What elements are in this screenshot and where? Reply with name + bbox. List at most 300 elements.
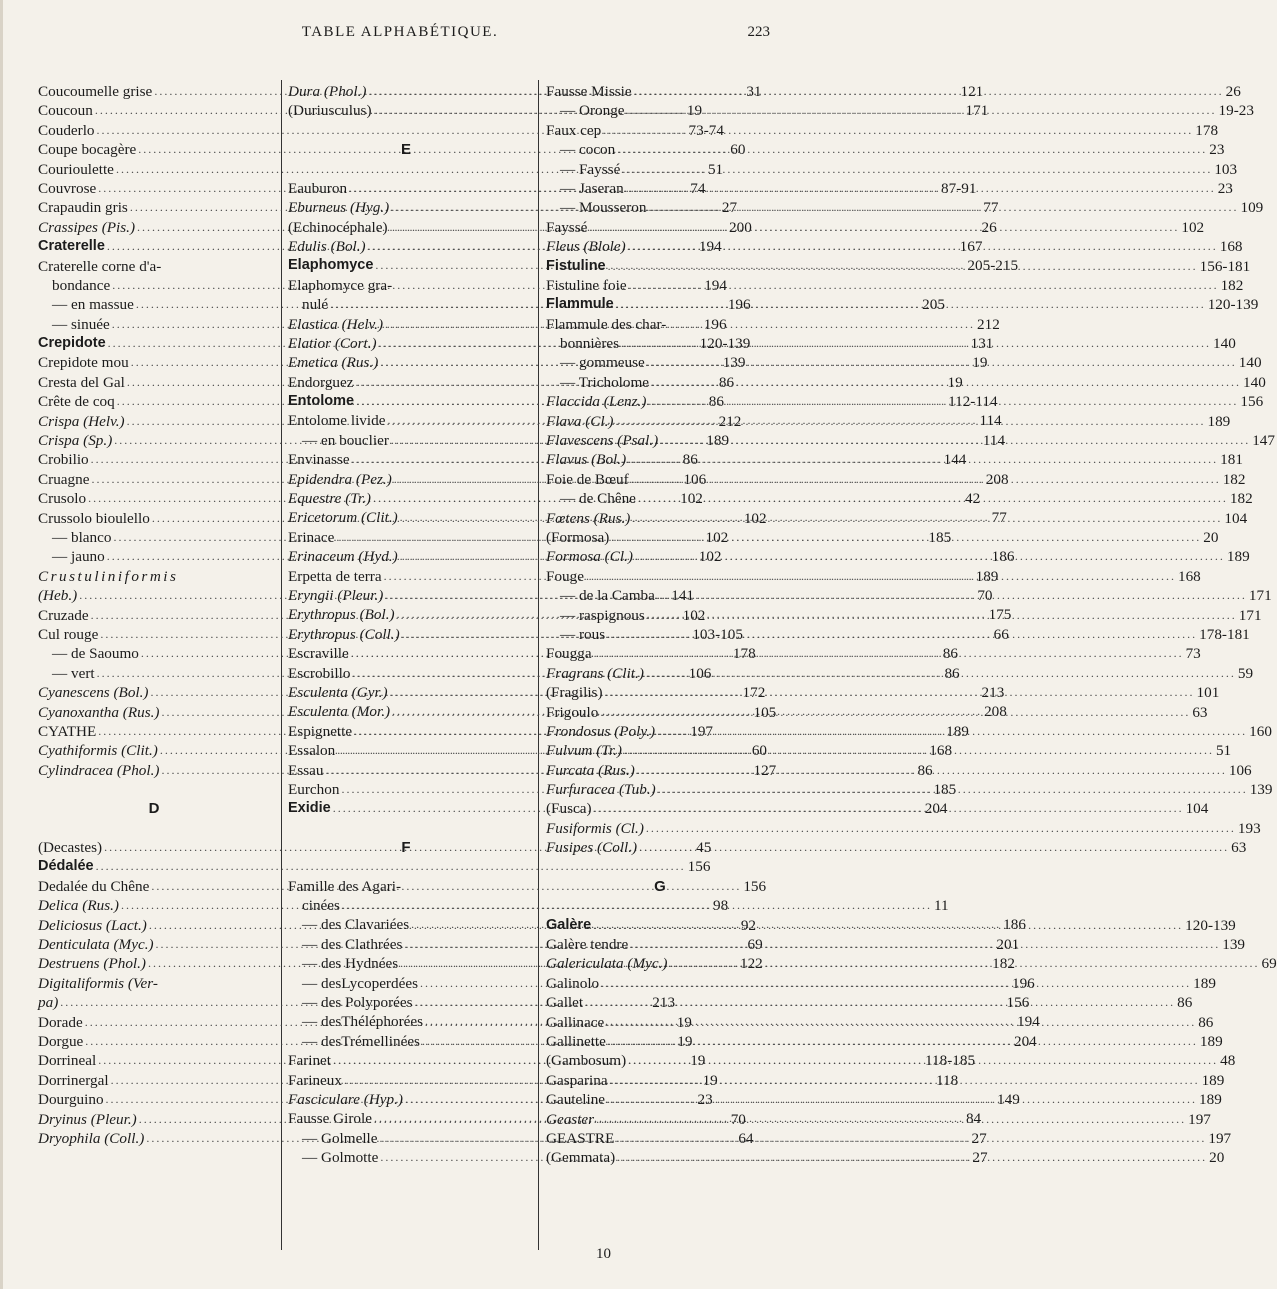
entry-name: — Fayssé (560, 160, 621, 178)
entry-page: 106 (1228, 761, 1252, 779)
dot-leader (622, 160, 1212, 179)
entry-page: 92 (740, 916, 757, 934)
entry-page: 101 (1196, 684, 1220, 702)
entry-page: 20 (1209, 1149, 1225, 1167)
dot-leader (593, 916, 1183, 935)
entry-name: (Formosa) (546, 528, 610, 546)
index-entry (38, 857, 711, 876)
entry-name: Courioulette (38, 160, 114, 178)
entry-page: 197 (690, 722, 713, 740)
entry-page: 102 (1181, 218, 1205, 236)
entry-page: 86 (917, 761, 933, 779)
entry-page: 118 (936, 1071, 959, 1089)
entry-page: 103 (1214, 160, 1238, 178)
entry-name: Dedalée du Chêne (38, 877, 150, 895)
entry-name: Geaster (546, 1110, 595, 1128)
entry-page: 197 (1188, 1110, 1211, 1128)
dot-leader (621, 334, 1211, 353)
dot-leader (639, 838, 1229, 857)
entry-name: Flaccida (Lenz.) (546, 393, 647, 411)
entry-name: Crusolo (38, 490, 87, 508)
entry-page: 86 (718, 373, 735, 391)
entry-name: Fausse Missie (546, 83, 632, 100)
entry-page: 114 (979, 412, 1002, 430)
dot-leader (617, 140, 1207, 159)
entry-name: Eburneus (Hyg.) (288, 199, 390, 217)
entry-name: — jauno (52, 548, 105, 566)
entry-page: 26 (1225, 83, 1241, 100)
dot-leader (646, 819, 1236, 838)
entry-page: 63 (1231, 839, 1247, 857)
entry-name: — de la Camba (560, 587, 655, 605)
entry-page: 77 (983, 199, 999, 217)
entry-name: Erythropus (Bol.) (288, 606, 395, 624)
dot-leader (594, 644, 1184, 663)
dot-leader (394, 276, 522, 295)
entry-name: Denticulata (Myc.) (38, 936, 154, 954)
entry-name: (Heb.) (38, 587, 78, 605)
dot-leader (624, 741, 1214, 760)
entry-name: pa) (38, 994, 59, 1012)
dot-leader (607, 625, 1197, 644)
entry-page: 139 (722, 354, 746, 372)
index-entry (38, 257, 270, 276)
entry-name: (Echinocéphale) (288, 218, 388, 236)
entry-name: Dura (Phol.) (288, 83, 367, 100)
entry-page: 189 (1199, 1032, 1223, 1050)
index-entry (546, 838, 1247, 857)
entry-name: — de Chêne (560, 490, 636, 508)
entry-name: — raspignous (560, 606, 645, 624)
entry-page: 66 (993, 625, 1009, 643)
dot-leader (603, 121, 1193, 140)
entry-page: 182 (1220, 276, 1244, 294)
entry-page: 109 (1240, 199, 1264, 217)
entry-page: 19 (702, 1071, 718, 1089)
dot-leader (163, 257, 268, 276)
dot-leader (403, 877, 522, 896)
entry-page: 156 (687, 858, 711, 876)
entry-page: 189 (706, 432, 730, 450)
entry-page: 64 (738, 1129, 754, 1147)
dot-leader (632, 509, 1222, 528)
entry-name: Crassipes (Pis.) (38, 218, 136, 236)
dot-leader (160, 974, 268, 993)
entry-page: 45 (696, 839, 712, 857)
index-entry (546, 819, 1261, 838)
entry-name: — Golmotte (302, 1149, 379, 1167)
entry-page: 140 (1243, 373, 1266, 391)
entry-name: Fouge (546, 567, 584, 585)
entry-name: — des Clathrées (302, 935, 403, 953)
entry-name: Fragrans (Clit.) (546, 664, 644, 682)
dot-leader (611, 528, 1201, 547)
entry-name: Furfuracea (Tub.) (546, 781, 656, 799)
entry-page: 127 (753, 761, 777, 779)
entry-page: 196 (703, 315, 727, 333)
entry-page: 48 (1220, 1052, 1236, 1070)
entry-page: 27 (721, 199, 738, 217)
dot-leader (657, 722, 1247, 741)
entry-page: 156 (743, 877, 767, 895)
entry-name: — rous (560, 625, 606, 643)
entry-page: 51 (707, 160, 724, 178)
entry-page: 185 (933, 780, 957, 798)
entry-page: 122 (739, 955, 763, 973)
entry-page: 156 (1240, 393, 1264, 411)
entry-page: 186 (991, 548, 1015, 566)
entry-name: Dédalée (38, 858, 94, 875)
entry-name: Flammule des char- (546, 315, 667, 333)
entry-page: 189 (1201, 1071, 1225, 1089)
entry-name: Farinet (288, 1052, 332, 1070)
entry-page: 27 (972, 1149, 988, 1167)
entry-name: Crispa (Helv.) (38, 412, 125, 430)
entry-name: Equestre (Tr.) (288, 490, 371, 508)
entry-page: 69 (1261, 955, 1277, 973)
entry-page: 19 (972, 354, 988, 372)
entry-name: — Tricholome (560, 373, 650, 391)
entry-name: Cruzade (38, 606, 89, 624)
entry-name: Cyanoxantha (Rus.) (38, 703, 160, 721)
entry-name: Edulis (Bol.) (288, 237, 366, 255)
entry-name: Crobilio (38, 451, 89, 469)
entry-name: Elatior (Cort.) (288, 334, 377, 352)
entry-page: 178-181 (1199, 625, 1250, 643)
entry-page: 140 (1213, 335, 1236, 353)
entry-name: Dorrineal (38, 1052, 97, 1070)
entry-page: 182 (992, 955, 1015, 973)
entry-name: Craterelle corne d'a- (38, 257, 162, 275)
entry-page: 86 (944, 664, 960, 682)
entry-name: Coucoun (38, 102, 93, 120)
entry-name: Crussolo bioulello (38, 509, 150, 527)
entry-name: — en bouclier (302, 431, 389, 449)
dot-leader (628, 237, 1218, 256)
entry-page: 208 (985, 470, 1009, 488)
index-entry (546, 140, 1225, 159)
entry-page: 103-105 (692, 625, 743, 643)
entry-name: Esculenta (Gyr.) (288, 683, 388, 701)
entry-page: 19 (947, 373, 963, 391)
entry-page: 19-23 (1218, 102, 1254, 120)
entry-name: bonnières (560, 335, 620, 353)
entry-name: Fœtens (Rus.) (546, 509, 631, 527)
entry-name: Essau (288, 761, 324, 779)
entry-name: — de Saoumo (52, 645, 139, 663)
dot-leader (660, 431, 1250, 450)
dot-leader (648, 198, 1238, 217)
entry-name: Cyanescens (Bol.) (38, 684, 149, 702)
dot-leader (628, 450, 1218, 469)
entry-page: 102 (698, 548, 722, 566)
index-entry (546, 121, 1219, 140)
dot-leader (646, 664, 1236, 683)
entry-name: — vert (52, 664, 95, 682)
entry-page: 144 (943, 451, 967, 469)
entry-page: 19 (677, 1032, 693, 1050)
entry-name: Erythropus (Coll.) (288, 625, 400, 643)
dot-leader (628, 1051, 1218, 1070)
entry-name: — sinuée (52, 315, 110, 333)
entry-name: Dryinus (Pleur.) (38, 1110, 137, 1128)
entry-page: 171 (1248, 587, 1272, 605)
dot-leader (616, 1129, 1206, 1148)
dot-leader (651, 373, 1241, 392)
dot-leader (634, 82, 1224, 101)
entry-page: 112-114 (948, 393, 998, 411)
entry-name: — Oronge (560, 102, 625, 120)
entry-name: Dorrinergal (38, 1071, 109, 1089)
entry-name: Formosa (Cl.) (546, 548, 633, 566)
entry-name: Fusiformis (Cl.) (546, 819, 644, 837)
dot-leader (630, 935, 1220, 954)
entry-name: (Gemmata) (546, 1149, 616, 1167)
entry-name: (Decastes) (38, 839, 103, 857)
entry-page: 140 (1238, 354, 1262, 372)
entry-page: 201 (996, 935, 1020, 953)
entry-page: 51 (1215, 742, 1232, 760)
entry-name: Coucoumelle grise (38, 83, 153, 100)
entry-name: Destruens (Phol.) (38, 955, 146, 973)
entry-page: 168 (1219, 238, 1243, 256)
entry-page: 86 (942, 645, 958, 663)
entry-page: 139 (1222, 936, 1245, 954)
dot-leader (596, 1110, 1186, 1129)
entry-name: (Duriusculus) (288, 102, 372, 120)
entry-name: — des Hydnées (302, 955, 399, 973)
entry-name: — cocon (560, 141, 616, 159)
entry-page: 23 (1217, 179, 1233, 197)
entry-name: Elaphomyce (288, 257, 374, 274)
entry-name: Gasparina (546, 1071, 608, 1089)
entry-page: 84 (965, 1110, 982, 1128)
entry-page: 189 (1199, 1091, 1222, 1109)
running-title: TABLE ALPHABÉTIQUE. (301, 24, 499, 40)
entry-page: 102 (743, 509, 767, 527)
entry-name: Eurchon (288, 780, 340, 798)
entry-name: Entolome livide (288, 412, 386, 430)
entry-name: Fistuline (546, 257, 606, 274)
entry-page: 106 (688, 664, 712, 682)
entry-name: — en massue (52, 296, 134, 314)
entry-name: Crepidote (38, 335, 106, 352)
entry-page: 86 (682, 451, 698, 469)
entry-page: 167 (959, 237, 983, 255)
entry-name: Ericetorum (Clit.) (288, 509, 398, 527)
entry-name: Envinasse (288, 451, 350, 469)
entry-name: Gallinace (546, 1013, 605, 1031)
entry-name: Galère tendre (546, 936, 629, 954)
entry-name: Flammule (546, 296, 614, 313)
entry-name: Gauteline (546, 1091, 606, 1109)
entry-page: 213 (652, 994, 676, 1012)
dot-leader (627, 101, 1217, 120)
entry-page: 171 (1238, 606, 1262, 624)
entry-page: 147 (1252, 432, 1275, 450)
entry-page: 182 (1229, 490, 1253, 508)
entry-page: 102 (680, 490, 703, 508)
entry-name: Erinace (288, 528, 335, 546)
dot-leader (658, 780, 1248, 799)
dot-leader (606, 1013, 1196, 1032)
entry-name: — des Clavariées (302, 916, 410, 934)
entry-name: Cruagne (38, 470, 90, 488)
entry-name: Galère (546, 916, 592, 933)
entry-name: (Gambosum) (546, 1052, 627, 1070)
entry-name: Flava (Cl.) (546, 412, 614, 430)
entry-name: Essalon (288, 742, 336, 760)
dot-leader (668, 315, 772, 334)
entry-page: 63 (1192, 703, 1208, 721)
entry-page: 204 (1013, 1032, 1037, 1050)
dot-leader (586, 567, 1176, 586)
entry-page: 205-215 (967, 257, 1019, 275)
entry-page: 182 (1222, 470, 1246, 488)
entry-page: 114 (982, 431, 1006, 449)
entry-page: 196 (727, 296, 751, 314)
index-entry (288, 276, 524, 295)
entry-page: 102 (705, 528, 729, 546)
entry-page: 200 (729, 218, 752, 236)
entry-page: 139 (1249, 781, 1273, 799)
entry-name: Fausse Girole (288, 1110, 372, 1128)
entry-page: 73 (1185, 645, 1201, 663)
entry-name: Fasciculare (Hyp.) (288, 1090, 403, 1108)
entry-name: Gallet (546, 994, 584, 1012)
entry-name: Erinaceum (Hyd.) (288, 548, 398, 566)
entry-name: cinées (302, 897, 340, 915)
entry-page: 120-139 (1185, 916, 1236, 934)
entry-page: 131 (970, 334, 994, 352)
entry-name: — Jaseran (560, 179, 624, 197)
entry-page: 118-185 (925, 1052, 976, 1070)
entry-name: GEASTRE (546, 1129, 615, 1147)
entry-page: 193 (1237, 819, 1261, 837)
entry-page: 181 (1220, 451, 1243, 469)
entry-name: Foie de Bœuf (546, 470, 629, 488)
entry-name: Farineux (288, 1071, 342, 1089)
dot-leader (635, 547, 1225, 566)
entry-page: 19 (676, 1013, 692, 1031)
entry-page: 86 (1198, 1013, 1214, 1031)
dot-leader (605, 683, 1195, 702)
entry-name: — desTrémellinées (302, 1032, 420, 1050)
entry-page: 168 (1177, 567, 1201, 585)
entry-page: 87-91 (941, 179, 977, 197)
entry-name: Gallinette (546, 1032, 606, 1050)
entry-name: Entolome (288, 393, 355, 410)
page-number: 223 (747, 24, 770, 40)
entry-name: Furcata (Rus.) (546, 761, 635, 779)
entry-page: 212 (718, 412, 742, 430)
entry-name: Erpetta de terra (288, 567, 382, 585)
entry-name: Exidie (288, 800, 331, 817)
entry-name: Couderlo (38, 121, 95, 139)
entry-page: 26 (981, 218, 997, 236)
signature-mark: 10 (596, 1246, 611, 1262)
section-letter: E (400, 140, 411, 158)
entry-name: Flavus (Bol.) (546, 451, 627, 469)
dot-leader (647, 353, 1237, 372)
entry-name: Deliciosus (Lact.) (38, 916, 147, 934)
dot-leader (585, 993, 1175, 1012)
entry-name: Epidendra (Pez.) (288, 470, 392, 488)
index-entry (546, 276, 1244, 295)
dot-leader (607, 1090, 1197, 1109)
entry-page: 69 (747, 936, 763, 954)
entry-page: 60 (730, 141, 746, 159)
index-entry (546, 315, 774, 334)
entry-page: 102 (682, 606, 706, 624)
entry-page: 205 (922, 296, 945, 314)
entry-name: Dryophila (Coll.) (38, 1129, 145, 1147)
entry-page: 189 (946, 722, 969, 740)
entry-page: 20 (1203, 528, 1219, 546)
entry-name: Cyathiformis (Clit.) (38, 742, 158, 760)
dot-leader (637, 761, 1227, 780)
dot-leader (638, 489, 1228, 508)
entry-name: Crepidote mou (38, 354, 129, 372)
dot-leader (600, 703, 1190, 722)
entry-page: 23 (697, 1091, 713, 1109)
section-letter: F (401, 838, 411, 856)
dot-leader (617, 1148, 1207, 1167)
dot-leader (629, 276, 1219, 295)
entry-page: 27 (971, 1129, 987, 1147)
entry-name: Crête de coq (38, 393, 115, 411)
entry-name: Delica (Rus.) (38, 897, 119, 915)
entry-name: Flavescens (Psal.) (546, 432, 659, 450)
entry-page: 86 (1177, 994, 1193, 1012)
entry-name: Crustuliniformis (38, 567, 179, 585)
dot-leader (669, 954, 1259, 973)
entry-page: 120-139 (1207, 296, 1259, 314)
entry-page: 98 (712, 897, 729, 915)
page-header (0, 24, 800, 48)
entry-name: Faux cep (546, 121, 602, 139)
entry-page: 160 (1249, 722, 1272, 740)
entry-name: Dorade (38, 1013, 83, 1031)
entry-name: Eryngii (Pleur.) (288, 586, 384, 604)
entry-name: Craterelle (38, 238, 105, 255)
entry-name: Crapaudin gris (38, 199, 128, 217)
entry-name: Frondosus (Poly.) (546, 722, 656, 740)
index-entry (288, 877, 524, 896)
dot-leader (589, 218, 1179, 237)
index-entry (38, 974, 270, 993)
entry-page: 189 (1207, 412, 1231, 430)
dot-leader (626, 179, 1216, 198)
dot-leader (616, 295, 1206, 314)
entry-page: 197 (1208, 1129, 1232, 1147)
entry-page: 194 (704, 276, 727, 294)
dot-leader (647, 606, 1237, 625)
entry-page: 168 (929, 742, 953, 760)
entry-page: 31 (746, 83, 762, 100)
entry-page: 104 (1185, 800, 1209, 818)
entry-name: (Fragilis) (546, 684, 603, 702)
dot-leader (601, 974, 1191, 993)
entry-page: 178 (1195, 121, 1219, 139)
entry-page: 60 (751, 742, 768, 760)
entry-page: 23 (1209, 141, 1225, 159)
index-entry (546, 160, 1238, 179)
entry-name: Endorguez (288, 373, 354, 391)
entry-name: Eauburon (288, 179, 348, 197)
entry-page: 70 (730, 1110, 746, 1128)
entry-page: 77 (991, 509, 1007, 527)
